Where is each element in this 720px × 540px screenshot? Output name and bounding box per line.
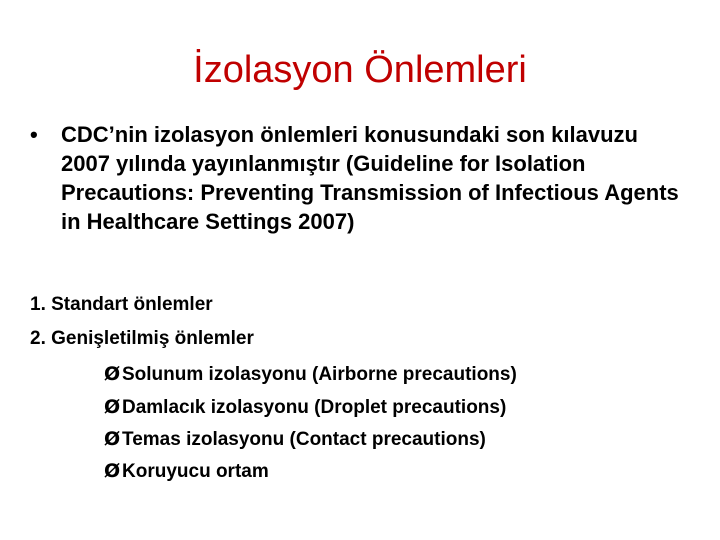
- numbered-item-standart: 1. Standart önlemler: [30, 294, 213, 315]
- numbered-item-genisletilmis: 2. Genişletilmiş önlemler: [30, 328, 254, 349]
- arrow-bullet-icon: Ø: [104, 460, 121, 482]
- arrow-bullet-icon: Ø: [104, 363, 121, 385]
- sub-item-text: Koruyucu ortam: [122, 461, 269, 482]
- slide-title: İzolasyon Önlemleri: [193, 49, 527, 91]
- sub-item-solunum: [104, 362, 517, 387]
- sub-item-damlacik: [104, 395, 506, 420]
- sub-item-temas: [104, 427, 486, 452]
- sub-item-text: Solunum izolasyonu (Airborne precautions): [122, 364, 517, 385]
- arrow-bullet-icon: Ø: [104, 428, 121, 450]
- main-bullet-text: CDC’nin izolasyon önlemleri konusundaki son kılavuzu 2007 yılında yayınlanmıştır (Guideline for Isolation Precautions: Preventing Transmission of Infectious Agents in Healthcare Settings 2007): [61, 122, 679, 234]
- sub-item-text: Damlacık izolasyonu (Droplet precautions): [122, 397, 507, 418]
- arrow-bullet-icon: Ø: [104, 396, 121, 418]
- sub-item-koruyucu: [104, 459, 269, 484]
- bullet-icon: •: [30, 122, 38, 147]
- sub-item-text: Temas izolasyonu (Contact precautions): [122, 429, 486, 450]
